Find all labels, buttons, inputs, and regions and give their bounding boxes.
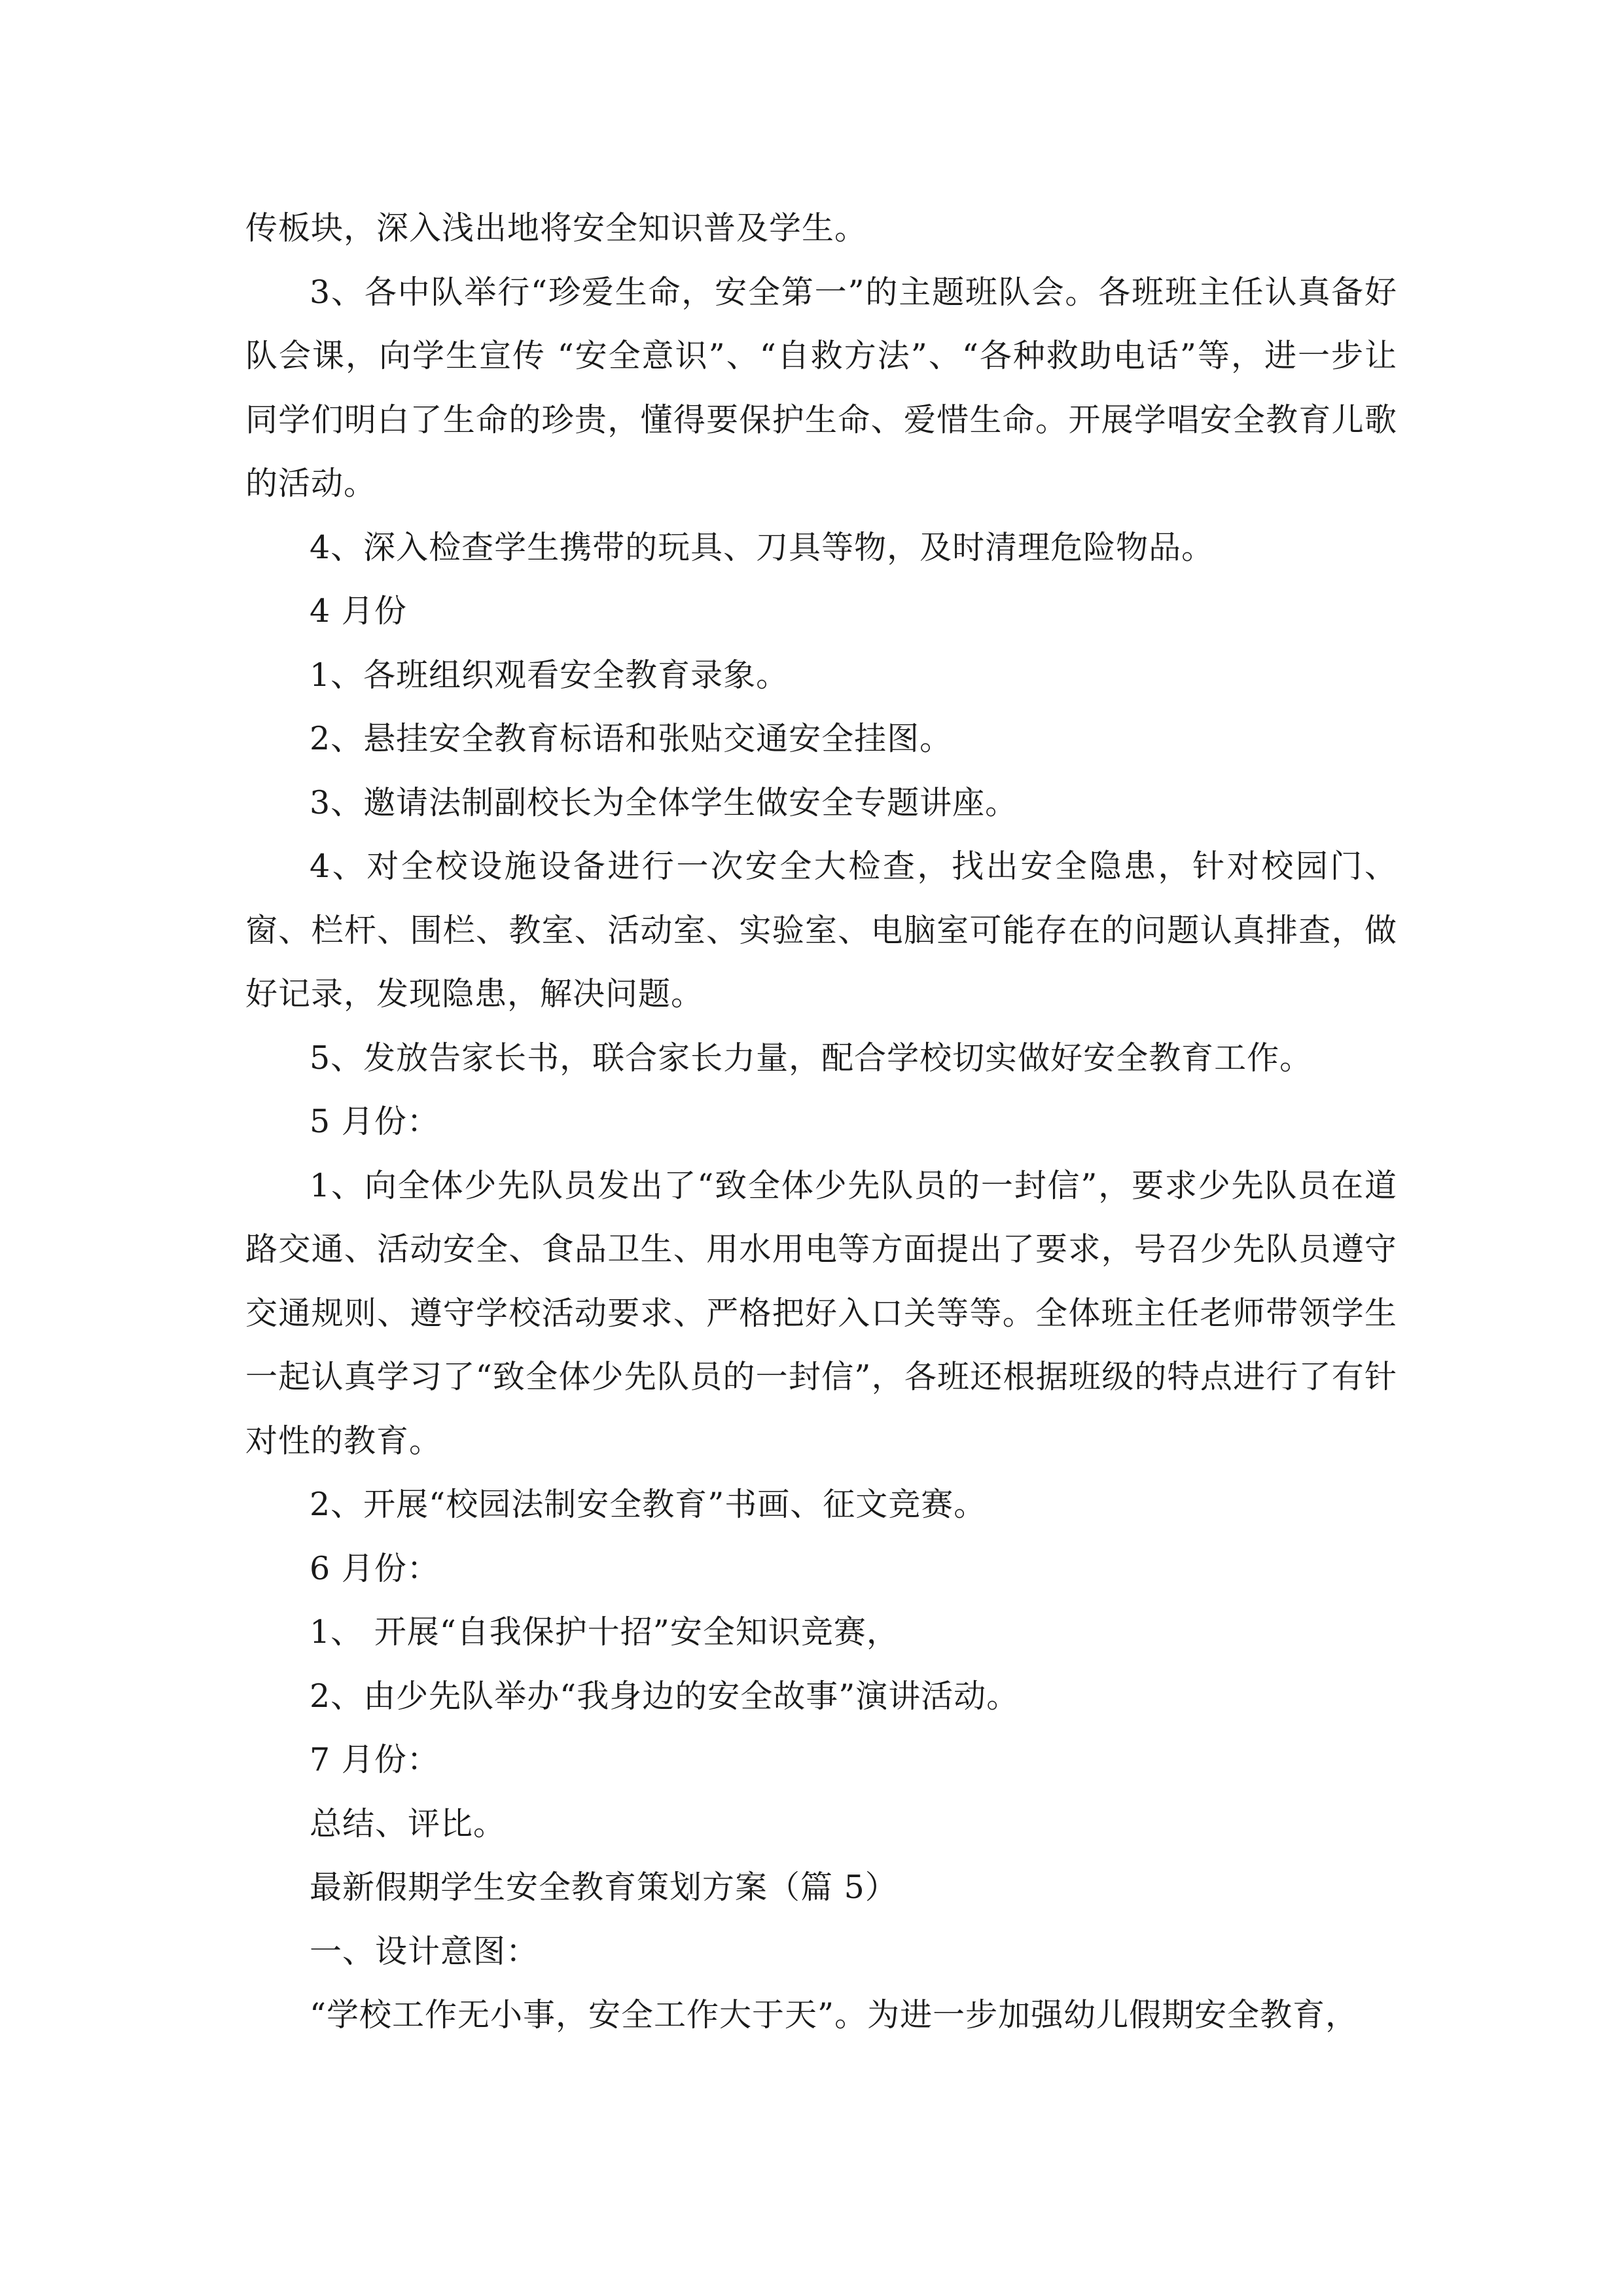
- paragraph-20: “学校工作无小事，安全工作大于天”。为进一步加强幼儿假期安全教育，: [310, 1996, 1359, 2034]
- paragraph-14: 1、 开展“自我保护十招”安全知识竞赛，: [310, 1613, 899, 1651]
- paragraph-12: 2、开展“校园法制安全教育”书画、征文竞赛。: [310, 1486, 987, 1523]
- month-heading-june: 6 月份：: [310, 1549, 440, 1587]
- month-heading-may: 5 月份：: [310, 1103, 440, 1140]
- paragraph-2: 3、各中队举行“珍爱生命，安全第一”的主题班队会。各班班主任认真备好队会课，向学生宣传 “安全意识”、“自救方法”、“各种救助电话”等，进一步让同学们明白了生命的珍贵，懂得要保护生命、爱惜生命。开展学唱安全教育儿歌的活动。: [245, 273, 1397, 502]
- paragraph-8: 4、对全校设施设备进行一次安全大检查，找出安全隐患，针对校园门、窗、栏杆、围栏、教室、活动室、实验室、电脑室可能存在的问题认真排查，做好记录，发现隐患，解决问题。: [245, 848, 1397, 1013]
- paragraph-6: 2、悬挂安全教育标语和张贴交通安全挂图。: [310, 720, 953, 757]
- paragraph-9: 5、发放告家长书，联合家长力量，配合学校切实做好安全教育工作。: [310, 1039, 1313, 1077]
- paragraph-7: 3、邀请法制副校长为全体学生做安全专题讲座。: [310, 783, 1018, 821]
- paragraph-15: 2、由少先队举办“我身边的安全故事”演讲活动。: [310, 1677, 1020, 1715]
- paragraph-1: 传板块，深入浅出地将安全知识普及学生。: [245, 209, 868, 247]
- month-heading-july: 7 月份：: [310, 1741, 440, 1778]
- section-title-part5: 最新假期学生安全教育策划方案（篇 5）: [310, 1869, 898, 1906]
- paragraph-11: 1、向全体少先队员发出了“致全体少先队员的一封信”，要求少先队员在道路交通、活动安全、食品卫生、用水用电等方面提出了要求，号召少先队员遵守交通规则、遵守学校活动要求、严格把好入口关等等。全体班主任老师带领学生一起认真学习了“致全体少先队员的一封信”，各班还根据班级的特点进行了有针对性的教育。: [245, 1166, 1397, 1460]
- section-heading-design-intent: 一、设计意图：: [310, 1932, 539, 1970]
- paragraph-17: 总结、评比。: [310, 1804, 507, 1842]
- paragraph-3: 4、深入检查学生携带的玩具、刀具等物，及时清理危险物品。: [310, 528, 1215, 566]
- paragraph-5: 1、各班组织观看安全教育录象。: [310, 656, 789, 694]
- month-heading-april: 4 月份: [310, 592, 407, 630]
- document-body: [245, 196, 1397, 2047]
